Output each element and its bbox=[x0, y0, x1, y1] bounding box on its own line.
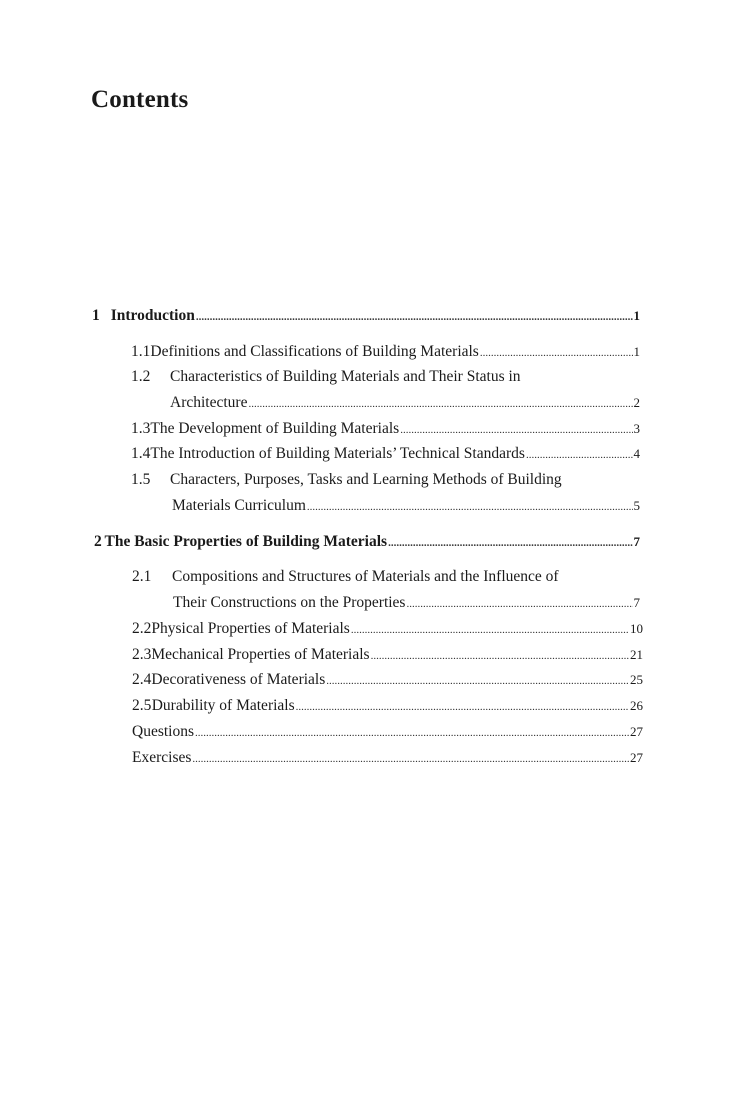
page-number: 7 bbox=[633, 534, 640, 549]
dot-leader bbox=[196, 307, 633, 327]
section-number: 1.5 bbox=[131, 471, 151, 488]
chapter-number: 1 bbox=[92, 307, 100, 324]
toc-entry-1-4[interactable] bbox=[131, 444, 640, 465]
section-title: The Development of Building Materials bbox=[150, 420, 400, 437]
section-number: 2.3 bbox=[132, 646, 152, 663]
dot-leader bbox=[526, 445, 633, 465]
dot-leader bbox=[351, 620, 629, 640]
page-number: 3 bbox=[633, 421, 640, 436]
toc-entry-2-1-cont[interactable] bbox=[173, 593, 640, 614]
section-title-line1: Characters, Purposes, Tasks and Learning Methods of Building bbox=[170, 471, 562, 488]
section-number: 2.4 bbox=[132, 671, 152, 688]
page-number: 26 bbox=[630, 698, 643, 713]
section-number: 1.1 bbox=[131, 343, 151, 360]
toc-entry-exercises[interactable] bbox=[132, 748, 643, 769]
page-number: 10 bbox=[630, 621, 643, 636]
toc-entry-1-5-cont[interactable] bbox=[172, 496, 640, 517]
page-number: 2 bbox=[633, 395, 640, 410]
entry-title: Exercises bbox=[132, 749, 192, 766]
chapter-title: The Basic Properties of Building Materials bbox=[104, 533, 388, 550]
page-number: 7 bbox=[633, 595, 640, 610]
dot-leader bbox=[248, 394, 632, 414]
section-title-line2: Architecture bbox=[170, 394, 248, 411]
dot-leader bbox=[192, 749, 629, 769]
section-title-line1: Compositions and Structures of Materials and the Influence of bbox=[172, 568, 559, 585]
toc-entry-1-3[interactable] bbox=[131, 419, 640, 440]
toc-entry-2-2[interactable] bbox=[132, 619, 643, 640]
page-number: 5 bbox=[633, 498, 640, 513]
dot-leader bbox=[296, 697, 629, 717]
page-number: 27 bbox=[630, 724, 643, 739]
page-number: 1 bbox=[633, 308, 640, 323]
entry-title: Questions bbox=[132, 723, 194, 740]
toc-entry-2-4[interactable] bbox=[132, 670, 643, 691]
page-number: 21 bbox=[630, 647, 643, 662]
toc-entry-2-1[interactable] bbox=[132, 567, 640, 587]
dot-leader bbox=[195, 723, 629, 743]
toc-entry-1-2[interactable] bbox=[131, 367, 640, 387]
toc-entry-2-3[interactable] bbox=[132, 645, 643, 666]
dot-leader bbox=[400, 420, 632, 440]
page-number: 1 bbox=[633, 344, 640, 359]
toc-entry-chapter-1[interactable] bbox=[92, 306, 640, 327]
toc-entry-2-5[interactable] bbox=[132, 696, 643, 717]
section-number: 2.1 bbox=[132, 568, 152, 585]
section-title-line1: Characteristics of Building Materials and Their Status in bbox=[170, 368, 521, 385]
chapter-number: 2 bbox=[94, 533, 102, 550]
page-number: 4 bbox=[633, 446, 640, 461]
page-title: Contents bbox=[91, 86, 189, 113]
page-number: 27 bbox=[630, 750, 643, 765]
section-title: Decorativeness of Materials bbox=[151, 671, 326, 688]
dot-leader bbox=[371, 646, 629, 666]
page-number: 25 bbox=[630, 672, 643, 687]
section-title: Definitions and Classifications of Building Materials bbox=[150, 343, 479, 360]
section-title-line2: Their Constructions on the Properties bbox=[173, 594, 406, 611]
dot-leader bbox=[480, 343, 633, 363]
toc-entry-1-2-cont[interactable] bbox=[170, 393, 640, 414]
toc-entry-chapter-2[interactable] bbox=[94, 532, 640, 553]
section-number: 2.5 bbox=[132, 697, 152, 714]
section-title-line2: Materials Curriculum bbox=[172, 497, 306, 514]
section-number: 1.3 bbox=[131, 420, 151, 437]
dot-leader bbox=[406, 594, 632, 614]
toc-entry-questions[interactable] bbox=[132, 722, 643, 743]
dot-leader bbox=[326, 671, 629, 691]
section-title: Mechanical Properties of Materials bbox=[151, 646, 370, 663]
toc-entry-1-5[interactable] bbox=[131, 470, 640, 490]
section-title: The Introduction of Building Materials’ Technical Standards bbox=[150, 445, 525, 462]
toc-entry-1-1[interactable] bbox=[131, 342, 640, 363]
dot-leader bbox=[307, 497, 633, 517]
section-number: 1.2 bbox=[131, 368, 151, 385]
section-number: 1.4 bbox=[131, 445, 151, 462]
dot-leader bbox=[388, 533, 632, 553]
section-number: 2.2 bbox=[132, 620, 152, 637]
section-title: Durability of Materials bbox=[151, 697, 295, 714]
chapter-title: Introduction bbox=[110, 307, 195, 324]
section-title: Physical Properties of Materials bbox=[151, 620, 350, 637]
